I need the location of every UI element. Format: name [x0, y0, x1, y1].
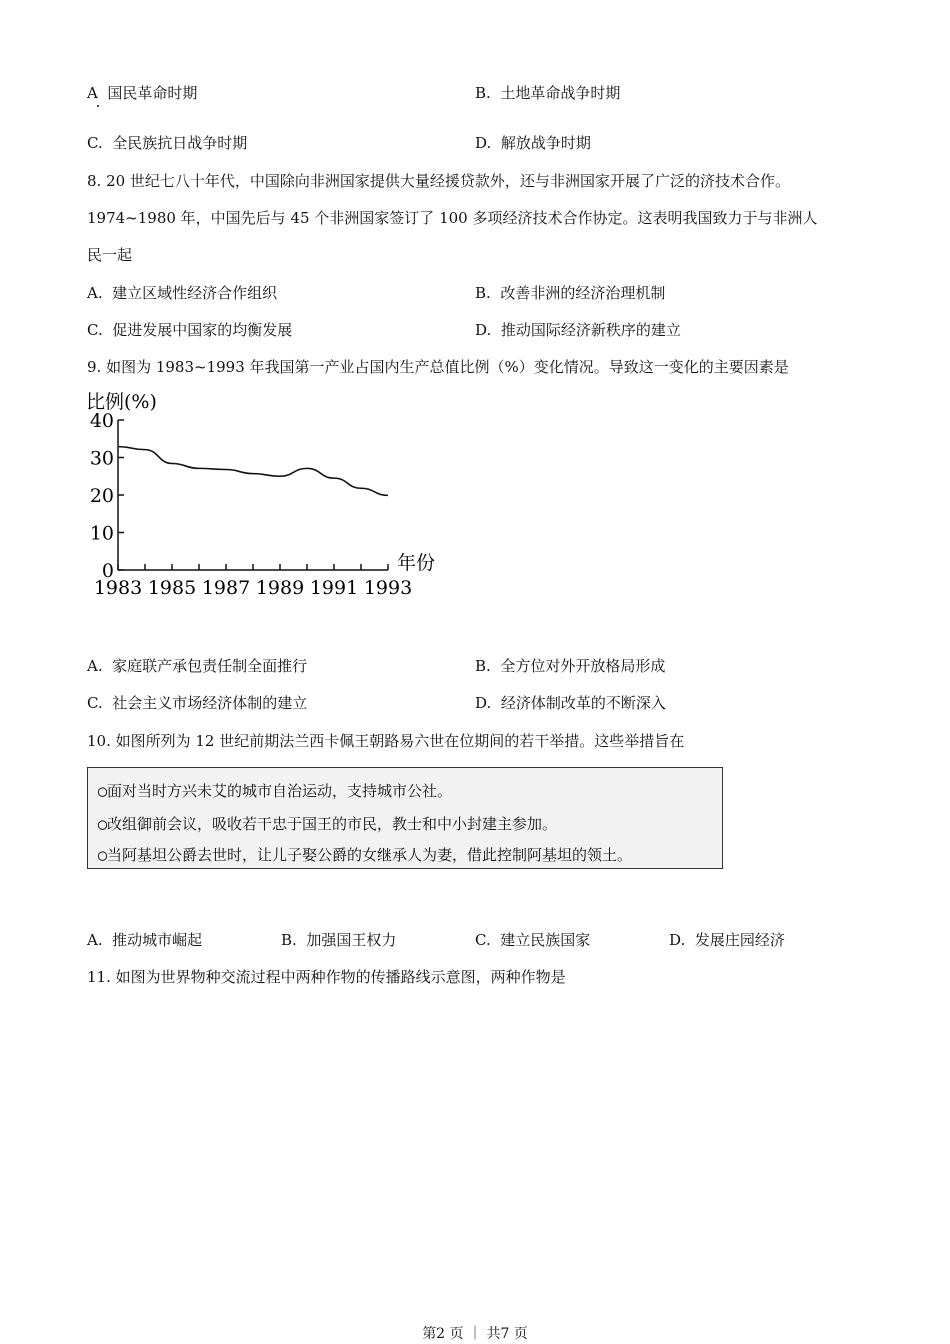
x-tick-label: 1987 [201, 577, 251, 599]
option-text: 经济体制改革的不断深入 [500, 694, 666, 712]
option-label: D. [669, 931, 686, 949]
option-label: C. [87, 134, 103, 152]
option-b [475, 82, 620, 103]
measure-item: ◯改组御前会议，吸收若干忠于国王的市民，教士和中小封建主参加。 [98, 815, 558, 833]
option-label: B. [281, 931, 297, 949]
q8-stem-line2: 1974~1980 年，中国先后与 45 个非洲国家签订了 100 多项经济技术合作协定。这表明我国致力于与非洲人 [87, 209, 818, 227]
q8-stem-line1: 8. 20 世纪七八十年代，中国除向非洲国家提供大量经援贷款外，还与非洲国家开展了广泛的济技术合作。 [87, 172, 790, 190]
measure-item: ◯面对当时方兴未艾的城市自治运动，支持城市公社。 [98, 782, 453, 800]
option-c [87, 132, 247, 153]
option-a [87, 929, 202, 950]
option-text: 解放战争时期 [500, 134, 591, 152]
option-text: 家庭联产承包责任制全面推行 [112, 657, 308, 675]
option-text: 发展庄园经济 [694, 931, 785, 949]
page-footer: 第2 页 ｜ 共7 页 [422, 1326, 528, 1342]
option-b [281, 929, 396, 950]
option-a [87, 82, 197, 103]
option-label: C. [87, 321, 103, 339]
option-text: 加强国王权力 [306, 931, 397, 949]
x-tick-label: 1993 [363, 577, 413, 599]
option-b [475, 282, 665, 303]
option-label: C. [87, 694, 103, 712]
option-text: 社会主义市场经济体制的建立 [112, 694, 308, 712]
option-b [475, 655, 665, 676]
x-tick-label: 1989 [255, 577, 305, 599]
option-text: 推动国际经济新秩序的建立 [500, 321, 681, 339]
option-c [475, 929, 590, 950]
q10-stem: 10. 如图所列为 12 世纪前期法兰西卡佩王朝路易六世在位期间的若干举措。这些举措旨在 [87, 732, 685, 750]
option-label: B. [475, 284, 491, 302]
option-text: 国民革命时期 [107, 84, 198, 102]
y-axis-label: 比例(%) [86, 391, 157, 413]
y-tick-label: 20 [89, 485, 114, 507]
option-text: 全方位对外开放格局形成 [500, 657, 666, 675]
option-label: B. [475, 84, 491, 102]
x-axis-label: 年份 [397, 552, 436, 574]
option-label: D. [475, 694, 492, 712]
option-text: 建立区域性经济合作组织 [112, 284, 278, 302]
option-text: 改善非洲的经济治理机制 [500, 284, 666, 302]
stray-dot [97, 105, 99, 107]
option-d [475, 692, 666, 713]
series-line [118, 447, 388, 496]
y-tick-label: 30 [89, 447, 114, 470]
option-label: A. [87, 931, 103, 949]
option-label: A [87, 84, 98, 102]
option-label: D. [475, 321, 492, 339]
y-tick-label: 0 [101, 560, 114, 582]
option-text: 建立民族国家 [500, 931, 591, 949]
option-d [475, 319, 681, 340]
option-label: B. [475, 657, 491, 675]
measure-item: ◯当阿基坦公爵去世时，让儿子娶公爵的女继承人为妻，借此控制阿基坦的领土。 [98, 846, 633, 864]
option-text: 土地革命战争时期 [500, 84, 621, 102]
option-a [87, 655, 307, 676]
option-label: A. [87, 284, 103, 302]
measures-box [87, 767, 723, 869]
option-text: 全民族抗日战争时期 [112, 134, 248, 152]
y-tick-label: 10 [89, 522, 114, 545]
option-c [87, 319, 292, 340]
option-d [669, 929, 785, 950]
option-label: C. [475, 931, 491, 949]
x-tick-label: 1983 [93, 577, 143, 599]
q11-stem: 11. 如图为世界物种交流过程中两种作物的传播路线示意图，两种作物是 [87, 968, 566, 986]
y-tick-label: 40 [89, 410, 114, 432]
option-a [87, 282, 277, 303]
option-d [475, 132, 591, 153]
option-label: D. [475, 134, 492, 152]
line-chart [84, 386, 444, 602]
x-tick-label: 1985 [147, 577, 197, 599]
option-text: 促进发展中国家的均衡发展 [112, 321, 293, 339]
option-label: A. [87, 657, 103, 675]
q8-stem-line3: 民一起 [87, 246, 133, 264]
option-text: 推动城市崛起 [112, 931, 203, 949]
option-c [87, 692, 307, 713]
x-tick-label: 1991 [309, 577, 359, 599]
q9-stem: 9. 如图为 1983~1993 年我国第一产业占国内生产总值比例（%）变化情况。导致这一变化的主要因素是 [87, 358, 789, 376]
